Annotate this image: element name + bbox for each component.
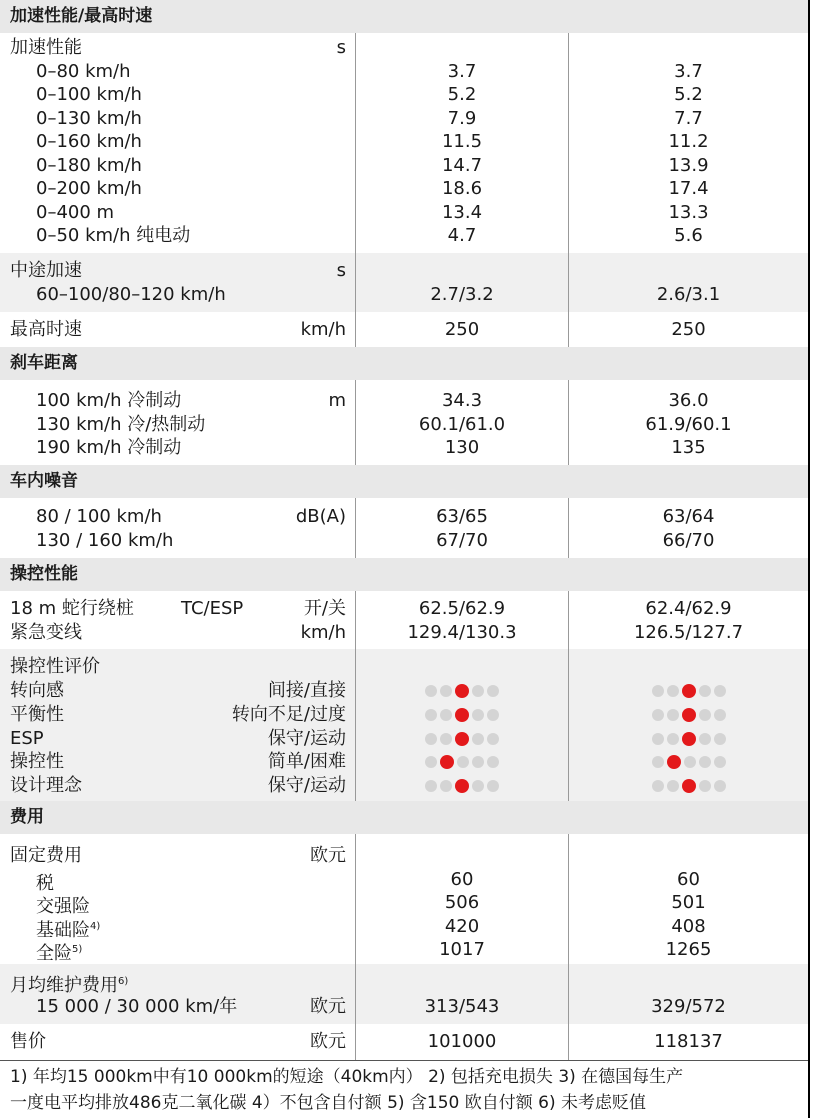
rating-dot-active bbox=[440, 755, 454, 769]
topspeed-block bbox=[0, 312, 808, 347]
rating-dot bbox=[472, 733, 484, 745]
rating-dot-active bbox=[455, 684, 469, 698]
midaccel-block bbox=[0, 253, 808, 312]
accel-unit: s bbox=[336, 37, 346, 58]
rating-block bbox=[0, 649, 808, 801]
rating-dot bbox=[652, 756, 664, 768]
section-header-brake: 刹车距离 bbox=[0, 347, 808, 380]
section-header-handling: 操控性能 bbox=[0, 558, 808, 591]
value-a: 2.7/3.2 bbox=[430, 284, 494, 305]
row-label: 0–80 km/h bbox=[36, 61, 131, 82]
value-b: 1265 bbox=[665, 939, 712, 960]
value-b: 61.9/60.1 bbox=[645, 414, 732, 435]
rating-dot bbox=[487, 733, 499, 745]
value-a: 67/70 bbox=[436, 530, 488, 551]
price-block bbox=[0, 1024, 808, 1060]
rating-dots bbox=[356, 750, 568, 774]
rating-header: 操控性评价 bbox=[10, 656, 100, 677]
rating-dot bbox=[440, 709, 452, 721]
topspeed-unit: km/h bbox=[300, 319, 346, 340]
midaccel-header: 中途加速 bbox=[10, 260, 82, 281]
value-a: 11.5 bbox=[441, 131, 483, 152]
rating-dot bbox=[667, 780, 679, 792]
value-a: 34.3 bbox=[441, 390, 483, 411]
value-b: 2.6/3.1 bbox=[656, 284, 721, 305]
value-a: 130 bbox=[444, 437, 480, 458]
footnote-line: 一度电平均排放486克二氧化碳 4）不包含自付额 5) 含150 欧自付额 6) 未考虑贬值 bbox=[10, 1093, 647, 1113]
rating-dot bbox=[684, 756, 696, 768]
value-b: 501 bbox=[671, 892, 706, 913]
rating-dot bbox=[714, 733, 726, 745]
rating-dot bbox=[457, 756, 469, 768]
rating-dots bbox=[356, 703, 568, 727]
row-label: 交强险 bbox=[36, 896, 90, 917]
lanechange-unit: km/h bbox=[300, 622, 346, 643]
row-label: 190 km/h 冷制动 bbox=[36, 437, 182, 458]
row-label: 转向感 bbox=[10, 680, 64, 701]
row-label: 0–160 km/h bbox=[36, 131, 142, 152]
value-a: 313/543 bbox=[424, 996, 500, 1017]
rating-dot-active bbox=[667, 755, 681, 769]
rating-dot bbox=[487, 756, 499, 768]
value-b: 5.6 bbox=[674, 225, 703, 246]
value-b: 60 bbox=[677, 869, 700, 890]
price-unit: 欧元 bbox=[310, 1031, 346, 1052]
rating-dot bbox=[440, 780, 452, 792]
row-label: 15 000 / 30 000 km/年 bbox=[36, 996, 238, 1017]
value-a: 101000 bbox=[427, 1031, 497, 1052]
row-label: 全险$^{5)}$ bbox=[36, 943, 83, 964]
rating-dot bbox=[487, 709, 499, 721]
rating-dot-active bbox=[455, 732, 469, 746]
section-header-accel: 加速性能/最高时速 bbox=[0, 0, 808, 33]
rating-dots bbox=[356, 727, 568, 751]
fixed-cost-block bbox=[0, 834, 808, 964]
rating-dot bbox=[699, 780, 711, 792]
row-label: 100 km/h 冷制动 bbox=[36, 390, 182, 411]
row-label: 基础险$^{4)}$ bbox=[36, 920, 101, 941]
value-b: 329/572 bbox=[651, 996, 726, 1017]
maint-block bbox=[0, 964, 808, 1024]
rating-dots bbox=[569, 750, 808, 774]
value-b: 7.7 bbox=[674, 108, 703, 129]
row-label: 0–400 m bbox=[36, 202, 115, 223]
row-label: 18 m 蛇行绕桩 bbox=[10, 598, 134, 619]
rating-dots bbox=[356, 774, 568, 798]
price-label: 售价 bbox=[10, 1031, 46, 1052]
rating-dot bbox=[425, 733, 437, 745]
value-a: 62.5/62.9 bbox=[418, 598, 506, 619]
rating-dot bbox=[472, 709, 484, 721]
rating-scale: 简单/困难 bbox=[267, 751, 346, 772]
divider bbox=[0, 1060, 808, 1061]
row-label: 0–180 km/h bbox=[36, 155, 142, 176]
rating-dot bbox=[652, 709, 664, 721]
noise-block bbox=[0, 498, 808, 558]
value-a: 18.6 bbox=[441, 178, 483, 199]
rating-dot bbox=[652, 733, 664, 745]
rating-dot bbox=[440, 685, 452, 697]
value-b: 126.5/127.7 bbox=[633, 622, 744, 643]
value-a: 63/65 bbox=[436, 506, 488, 527]
rating-dot-active bbox=[682, 779, 696, 793]
rating-dot bbox=[652, 685, 664, 697]
rating-dot bbox=[667, 733, 679, 745]
slalom-unit: 开/关 bbox=[303, 598, 346, 619]
value-a: 13.4 bbox=[441, 202, 483, 223]
rating-dot bbox=[487, 780, 499, 792]
row-label: 平衡性 bbox=[10, 704, 64, 725]
row-label: 60–100/80–120 km/h bbox=[36, 284, 226, 305]
row-label: ESP bbox=[10, 728, 44, 749]
rating-dot bbox=[425, 685, 437, 697]
brake-block bbox=[0, 380, 808, 465]
row-label: 0–100 km/h bbox=[36, 84, 142, 105]
topspeed-label: 最高时速 bbox=[10, 319, 82, 340]
row-label: 0–200 km/h bbox=[36, 178, 142, 199]
value-b: 66/70 bbox=[662, 530, 715, 551]
rating-scale: 间接/直接 bbox=[267, 680, 346, 701]
value-a: 250 bbox=[444, 319, 480, 340]
rating-dot bbox=[714, 756, 726, 768]
value-a: 7.9 bbox=[447, 108, 477, 129]
value-a: 5.2 bbox=[447, 84, 477, 105]
row-label: 80 / 100 km/h bbox=[36, 506, 162, 527]
rating-dot bbox=[699, 733, 711, 745]
rating-scale: 保守/运动 bbox=[267, 728, 346, 749]
brake-unit: m bbox=[328, 390, 346, 411]
rating-dot bbox=[667, 685, 679, 697]
value-b: 63/64 bbox=[662, 506, 715, 527]
rating-dot-active bbox=[455, 779, 469, 793]
value-b: 17.4 bbox=[668, 178, 709, 199]
value-b: 250 bbox=[671, 319, 706, 340]
value-b: 408 bbox=[671, 916, 706, 937]
rating-dot-active bbox=[455, 708, 469, 722]
rating-dot bbox=[425, 780, 437, 792]
row-label: 操控性 bbox=[10, 751, 64, 772]
value-a: 129.4/130.3 bbox=[407, 622, 517, 643]
rating-dot bbox=[472, 685, 484, 697]
rating-dot bbox=[714, 685, 726, 697]
row-label: 设计理念 bbox=[10, 775, 82, 796]
row-label: 0–50 km/h 纯电动 bbox=[36, 225, 191, 246]
rating-dot bbox=[699, 685, 711, 697]
value-b: 3.7 bbox=[674, 61, 703, 82]
row-label: 130 / 160 km/h bbox=[36, 530, 174, 551]
value-a: 420 bbox=[444, 916, 480, 937]
slalom-mode: TC/ESP bbox=[181, 598, 244, 619]
rating-dot bbox=[472, 756, 484, 768]
rating-dot bbox=[652, 780, 664, 792]
rating-dot bbox=[699, 709, 711, 721]
value-a: 60.1/61.0 bbox=[418, 414, 506, 435]
value-a: 1017 bbox=[439, 939, 485, 960]
accel-block bbox=[0, 33, 808, 253]
value-a: 4.7 bbox=[447, 225, 477, 246]
value-a: 60 bbox=[450, 869, 474, 890]
rating-dot bbox=[667, 709, 679, 721]
rating-dot-active bbox=[682, 684, 696, 698]
rating-dot bbox=[487, 685, 499, 697]
rating-dots bbox=[356, 679, 568, 703]
value-b: 62.4/62.9 bbox=[645, 598, 732, 619]
value-b: 11.2 bbox=[668, 131, 709, 152]
row-label: 税 bbox=[36, 873, 54, 894]
rating-dot-active bbox=[682, 708, 696, 722]
noise-unit: dB(A) bbox=[295, 506, 346, 527]
rating-scale: 转向不足/过度 bbox=[231, 704, 346, 725]
value-b: 135 bbox=[671, 437, 706, 458]
midaccel-unit: s bbox=[336, 260, 346, 281]
rating-dots bbox=[569, 679, 808, 703]
slalom-block bbox=[0, 591, 808, 649]
rating-dot bbox=[425, 756, 437, 768]
rating-dot-active bbox=[682, 732, 696, 746]
rating-dots bbox=[569, 703, 808, 727]
value-b: 36.0 bbox=[668, 390, 709, 411]
row-label: 0–130 km/h bbox=[36, 108, 142, 129]
value-b: 118137 bbox=[654, 1031, 723, 1052]
row-label: 紧急变线 bbox=[10, 622, 82, 643]
value-a: 14.7 bbox=[441, 155, 483, 176]
footnote bbox=[10, 1064, 800, 1116]
accel-header: 加速性能 bbox=[10, 37, 82, 58]
value-b: 13.9 bbox=[668, 155, 709, 176]
right-border bbox=[808, 0, 810, 1118]
footnote-line: 1) 年均15 000km中有10 000km的短途（40km内） 2) 包括充电损失 3) 在德国每生产 bbox=[10, 1067, 684, 1087]
section-header-noise: 车内噪音 bbox=[0, 465, 808, 498]
rating-dot bbox=[699, 756, 711, 768]
maint-unit: 欧元 bbox=[310, 996, 346, 1017]
rating-dot bbox=[472, 780, 484, 792]
row-label: 130 km/h 冷/热制动 bbox=[36, 414, 206, 435]
rating-scale: 保守/运动 bbox=[267, 775, 346, 796]
fixed-unit: 欧元 bbox=[310, 845, 346, 866]
rating-dot bbox=[714, 709, 726, 721]
rating-dot bbox=[714, 780, 726, 792]
rating-dots bbox=[569, 774, 808, 798]
value-a: 3.7 bbox=[447, 61, 477, 82]
value-b: 5.2 bbox=[674, 84, 703, 105]
value-a: 506 bbox=[444, 892, 480, 913]
fixed-header: 固定费用 bbox=[10, 845, 82, 866]
rating-dots bbox=[569, 727, 808, 751]
maint-header: 月均维护费用$^{6)}$ bbox=[10, 975, 129, 996]
rating-dot bbox=[440, 733, 452, 745]
section-header-cost: 费用 bbox=[0, 801, 808, 834]
value-b: 13.3 bbox=[668, 202, 709, 223]
rating-dot bbox=[425, 709, 437, 721]
